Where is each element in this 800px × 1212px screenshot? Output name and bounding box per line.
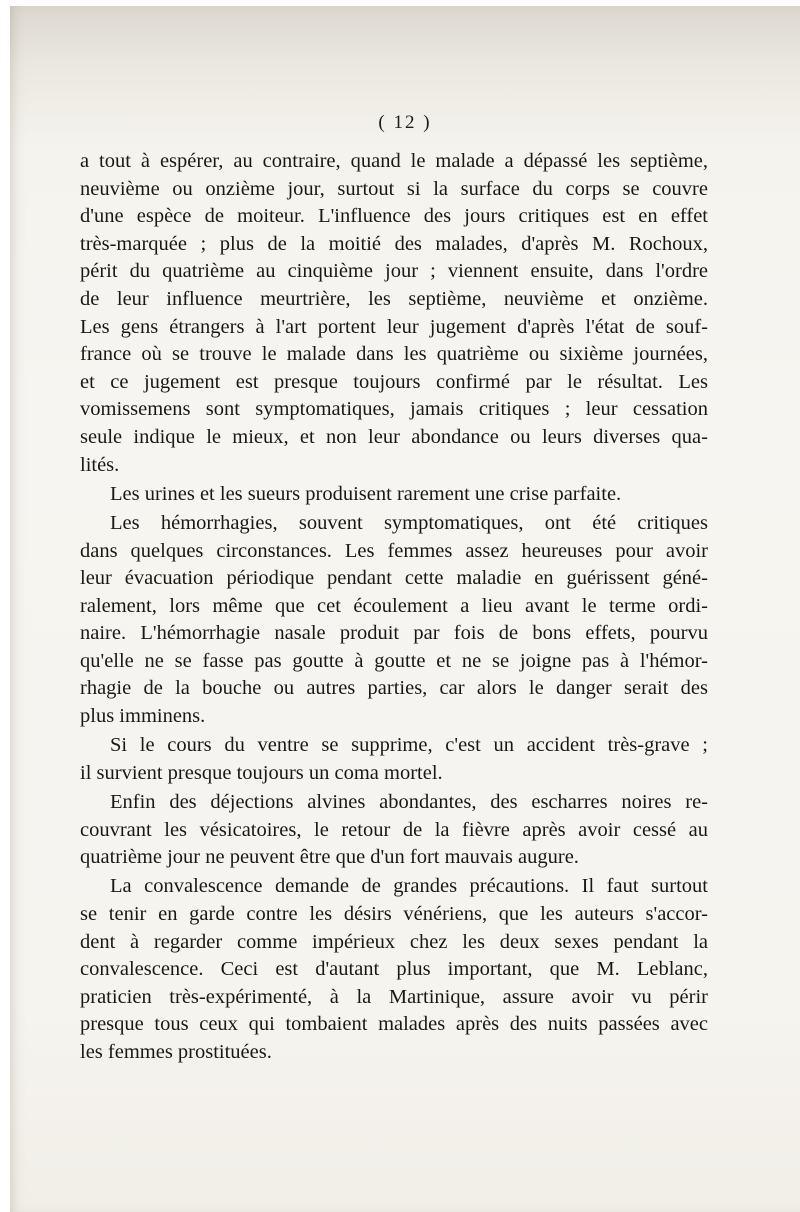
text-line: praticien très-expérimenté, à la Martinique, assure avoir vu périr — [80, 985, 708, 1008]
text-line: convalescence. Ceci est d'autant plus important, que M. Leblanc, — [80, 958, 708, 981]
paragraph-bad-signs — [80, 789, 708, 872]
text-line: Enfin des déjections alvines abondantes, des escharres noires re- — [110, 791, 708, 814]
text-line: presque tous ceux qui tombaient malades après des nuits passées avec — [80, 1013, 708, 1036]
text-line: naire. L'hémorrhagie nasale produit par fois de bons effets, pourvu — [80, 622, 708, 645]
text-line: se tenir en garde contre les désirs vénériens, que les auteurs s'accor- — [80, 903, 708, 925]
text-line: rhagie de la bouche ou autres parties, car alors le danger serait des — [80, 677, 708, 700]
text-line: vomissemens sont symptomatiques, jamais critiques ; leur cessation — [80, 398, 708, 421]
book-page — [10, 6, 800, 1212]
text-line: et ce jugement est presque toujours confirmé par le résultat. Les — [80, 370, 708, 393]
text-line: Les urines et les sueurs produisent rarement une crise parfaite. — [110, 482, 622, 505]
paragraph-convalescence — [80, 873, 708, 1066]
text-line: quatrième jour ne peuvent être que d'un fort mauvais augure. — [80, 846, 579, 869]
text-line: qu'elle ne se fasse pas goutte à goutte et ne se joigne pas à l'hémor- — [80, 649, 708, 672]
text-line: seule indique le mieux, et non leur abondance ou leurs diverses qua- — [80, 425, 708, 448]
paragraph-critical-days — [80, 148, 708, 479]
text-line: il survient presque toujours un coma mortel. — [80, 761, 443, 784]
text-line: d'une espèce de moiteur. L'influence des jours critiques est en effet — [80, 205, 708, 228]
text-line: a tout à espérer, au contraire, quand le malade a dépassé les septième, — [80, 150, 708, 172]
text-line: ralement, lors même que cet écoulement a lieu avant le terme ordi- — [80, 594, 708, 617]
text-line: plus imminens. — [80, 705, 206, 728]
text-line: dans quelques circonstances. Les femmes assez heureuses pour avoir — [80, 539, 708, 562]
text-line: les femmes prostituées. — [80, 1040, 272, 1063]
text-line: couvrant les vésicatoires, le retour de la fièvre après avoir cessé au — [80, 818, 708, 841]
text-line: france où se trouve le malade dans les quatrième ou sixième journées, — [80, 343, 708, 366]
paragraph-bowel — [80, 732, 708, 787]
text-line: leur évacuation périodique pendant cette maladie en guérissent géné- — [80, 567, 708, 590]
text-line: périt du quatrième au cinquième jour ; viennent ensuite, dans l'ordre — [80, 260, 708, 283]
text-line: Les hémorrhagies, souvent symptomatiques, ont été critiques — [110, 511, 708, 534]
paragraph-urines — [80, 481, 708, 509]
text-line: Les gens étrangers à l'art portent leur jugement d'après l'état de souf- — [80, 315, 708, 338]
text-line: neuvième ou onzième jour, surtout si la surface du corps se couvre — [80, 177, 708, 200]
page-number: ( 12 ) — [378, 112, 432, 133]
body-text — [80, 148, 708, 1067]
text-line: Si le cours du ventre se supprime, c'est un accident très-grave ; — [110, 734, 708, 757]
paragraph-hemorrhages — [80, 510, 708, 731]
text-line: de leur influence meurtrière, les septième, neuvième et onzième. — [80, 287, 708, 310]
text-line: très-marquée ; plus de la moitié des malades, d'après M. Rochoux, — [80, 232, 708, 255]
text-line: La convalescence demande de grandes précautions. Il faut surtout — [110, 875, 708, 898]
text-line: lités. — [80, 453, 120, 476]
text-line: dent à regarder comme impérieux chez les deux sexes pendant la — [80, 930, 708, 953]
